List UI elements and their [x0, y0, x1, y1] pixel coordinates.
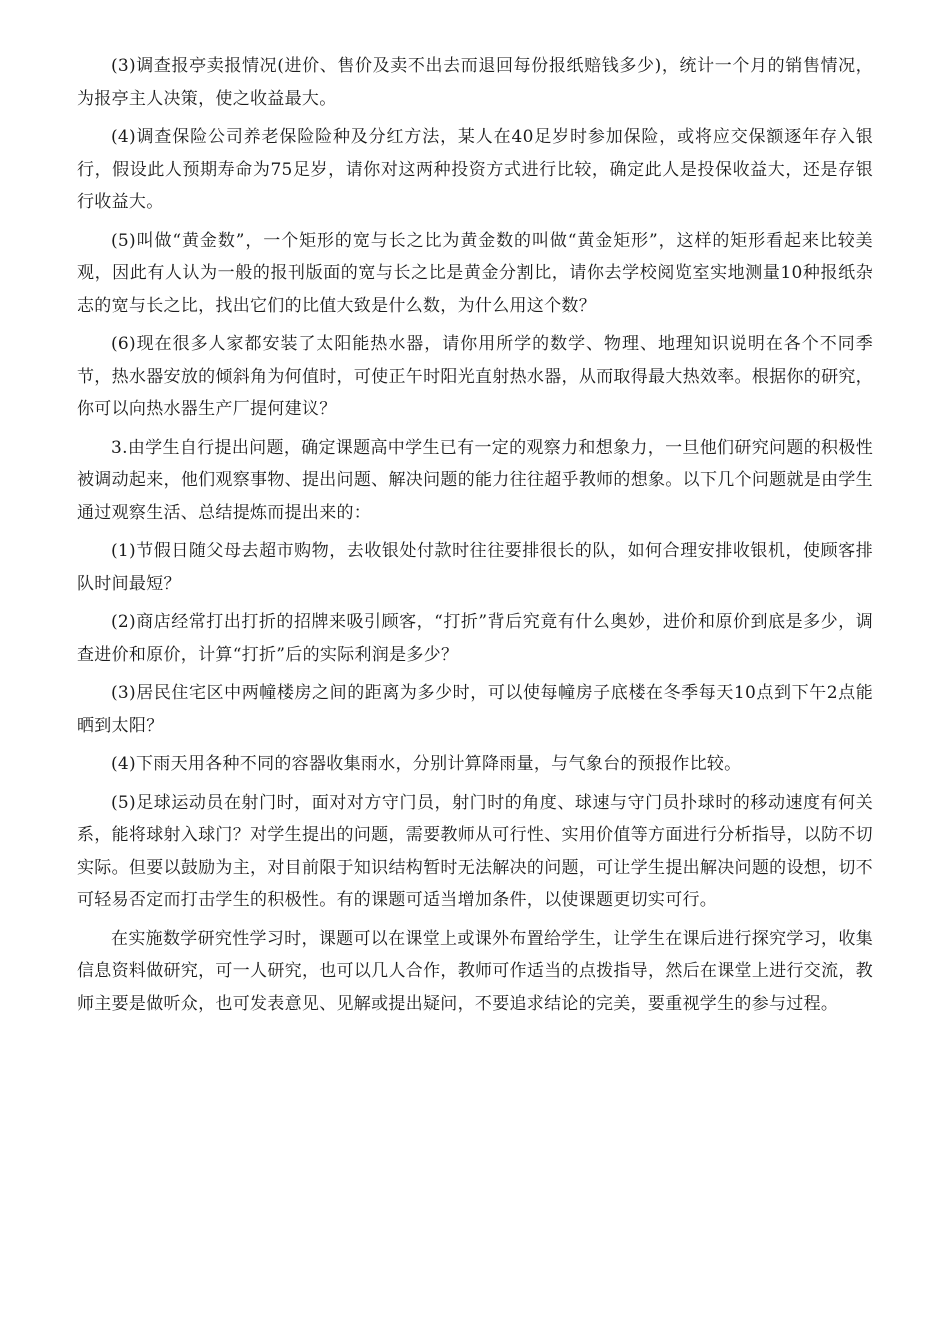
paragraph-conclusion: 在实施数学研究性学习时，课题可以在课堂上或课外布置给学生，让学生在课后进行探究学习，收集信息资料做研究，可一人研究，也可以几人合作，教师可作适当的点拨指导，然后在课堂上进行交流，教师主要是做听众，也可发表意见、见解或提出疑问，不要追求结论的完美，要重视学生的参与过程。 [77, 928, 873, 1014]
document-page [77, 50, 873, 1026]
paragraph-rainfall: (4)下雨天用各种不同的容器收集雨水，分别计算降雨量，与气象台的预报作比较。 [111, 754, 742, 774]
paragraph-football-shot: (5)足球运动员在射门时，面对对方守门员，射门时的角度、球速与守门员扑球时的移动速度有何关系，能将球射入球门？对学生提出的问题，需要教师从可行性、实用价值等方面进行分析指导，以防不切实际。但要以鼓励为主，对目前限于知识结构暂时无法解决的问题，可让学生提出解决问题的设想，切不可轻易否定而打击学生的积极性。有的课题可适当增加条件，以使课题更切实可行。 [77, 792, 873, 910]
paragraph-student-topics-intro: 3.由学生自行提出问题，确定课题高中学生已有一定的观察力和想象力，一旦他们研究问题的积极性被调动起来，他们观察事物、提出问题、解决问题的能力往往超乎教师的想象。以下几个问题就是由学生通过观察生活、总结提炼而提出来的： [77, 437, 873, 523]
paragraph-building-sunlight: (3)居民住宅区中两幢楼房之间的距离为多少时，可以使每幢房子底楼在冬季每天10点到下午2点能晒到太阳？ [77, 683, 873, 736]
paragraph-pension-insurance: (4)调查保险公司养老保险险种及分红方法，某人在40足岁时参加保险，或将应交保额逐年存入银行，假设此人预期寿命为75足岁，请你对这两种投资方式进行比较，确定此人是投保收益大，还是存银行收益大。 [77, 127, 873, 212]
paragraph-survey-newsstand: (3)调查报亭卖报情况(进价、售价及卖不出去而退回每份报纸赔钱多少)，统计一个月的销售情况，为报亭主人决策，使之收益最大。 [77, 56, 873, 109]
paragraph-supermarket-queue: (1)节假日随父母去超市购物，去收银处付款时往往要排很长的队，如何合理安排收银机，使顾客排队时间最短？ [77, 541, 873, 594]
paragraph-golden-ratio: (5)叫做“黄金数”，一个矩形的宽与长之比为黄金数的叫做“黄金矩形”，这样的矩形看起来比较美观，因此有人认为一般的报刊版面的宽与长之比是黄金分割比，请你去学校阅览室实地测量10种报纸杂志的宽与长之比，找出它们的比值大致是什么数，为什么用这个数？ [77, 230, 873, 316]
paragraph-discount-profit: (2)商店经常打出打折的招牌来吸引顾客，“打折”背后究竟有什么奥妙，进价和原价到底是多少，调查进价和原价，计算“打折”后的实际利润是多少？ [77, 612, 873, 665]
paragraph-solar-heater: (6)现在很多人家都安装了太阳能热水器，请你用所学的数学、物理、地理知识说明在各个不同季节，热水器安放的倾斜角为何值时，可使正午时阳光直射热水器，从而取得最大热效率。根据你的研究，你可以向热水器生产厂提何建议？ [77, 334, 873, 419]
